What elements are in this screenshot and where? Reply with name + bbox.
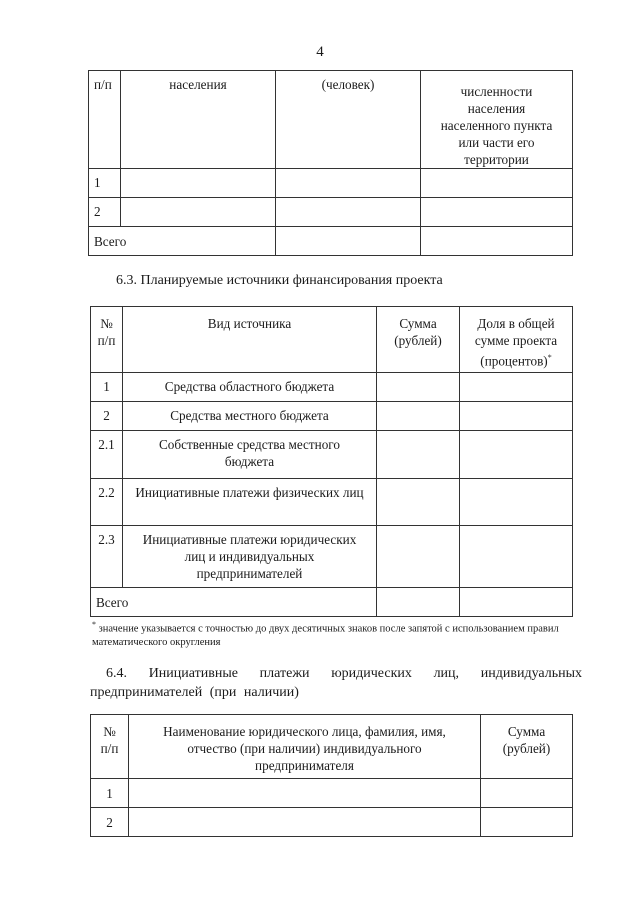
page-number: 4: [316, 44, 324, 60]
table-cell: [421, 227, 573, 256]
total-label: Всего: [91, 588, 377, 617]
table-cell: [460, 479, 573, 526]
table-cell: [377, 431, 460, 479]
section-6-3-title: 6.3. Планируемые источники финансирования проекта: [116, 273, 443, 288]
row-source: Инициативные платежи физических лиц: [123, 479, 377, 526]
table-cell: [377, 479, 460, 526]
header-source: Вид источника: [123, 307, 377, 373]
table-cell: [377, 373, 460, 402]
table-cell: [481, 779, 573, 808]
section-6-4-title: 6.4. Инициативные платежи юридических лиц, индивидуальных предпринимателей (при наличии): [90, 666, 582, 700]
footnote-mark: *: [547, 353, 552, 362]
table-cell: [377, 526, 460, 588]
table-cell: [276, 227, 421, 256]
row-num: 2.1: [91, 431, 123, 479]
legal-entities-table: [90, 714, 573, 837]
row-num: 1: [91, 373, 123, 402]
footnote-text: значение указывается с точностью до двух десятичных знаков после запятой с использованием правил математического округления: [92, 623, 559, 648]
header-share-population: численности населения населенного пункта или части его территории: [421, 71, 573, 169]
table-cell: [276, 198, 421, 227]
footnote: [92, 618, 588, 649]
population-table: [88, 70, 573, 256]
table-cell: [460, 373, 573, 402]
header-num: № п/п: [91, 715, 129, 779]
funding-sources-table: [90, 306, 573, 617]
table-cell: [460, 526, 573, 588]
row-num: 2: [91, 808, 129, 837]
header-sum: Сумма (рублей): [481, 715, 573, 779]
table-cell: [421, 198, 573, 227]
header-persons: (человек): [276, 71, 421, 169]
header-share: [460, 307, 573, 373]
table-cell: [129, 779, 481, 808]
table-cell: [121, 198, 276, 227]
table-cell: [460, 588, 573, 617]
header-num: № п/п: [91, 307, 123, 373]
header-sum: Сумма (рублей): [377, 307, 460, 373]
row-source: Инициативные платежи юридических лиц и индивидуальных предпринимателей: [123, 526, 377, 588]
table-cell: [421, 169, 573, 198]
row-num: 2: [91, 402, 123, 431]
table-cell: [276, 169, 421, 198]
table-cell: [121, 169, 276, 198]
row-num: 1: [89, 169, 121, 198]
table-cell: [460, 402, 573, 431]
table-cell: [377, 588, 460, 617]
table-cell: [377, 402, 460, 431]
row-num: 2.3: [91, 526, 123, 588]
total-label: Всего: [89, 227, 276, 256]
header-population: населения: [121, 71, 276, 169]
footnote-mark: *: [92, 620, 96, 629]
header-name: Наименование юридического лица, фамилия, имя, отчество (при наличии) индивидуального предпринимателя: [129, 715, 481, 779]
table-cell: [129, 808, 481, 837]
row-source: Собственные средства местного бюджета: [123, 431, 377, 479]
row-num: 1: [91, 779, 129, 808]
header-num: п/п: [89, 71, 121, 169]
header-share-text: Доля в общей сумме проекта (процентов): [474, 316, 558, 369]
table-cell: [481, 808, 573, 837]
table-cell: [460, 431, 573, 479]
row-source: Средства областного бюджета: [123, 373, 377, 402]
row-source: Средства местного бюджета: [123, 402, 377, 431]
row-num: 2: [89, 198, 121, 227]
row-num: 2.2: [91, 479, 123, 526]
